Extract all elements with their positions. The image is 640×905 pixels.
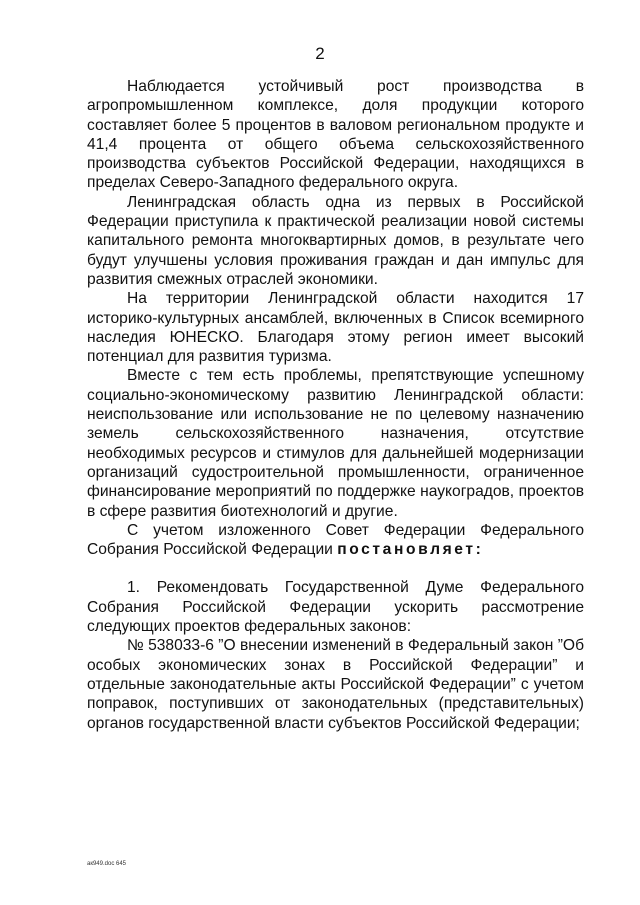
paragraph-item-1: 1. Рекомендовать Государственной Думе Федерального Собрания Российской Федерации ускорить рассмотрение следующих проектов федеральных законов: bbox=[87, 579, 584, 636]
paragraph-heritage-tourism: На территории Ленинградской области находится 17 историко-культурных ансамблей, включенных в Список всемирного наследия ЮНЕСКО. Благодаря этому регион имеет высокий потенциал для развития туризма. bbox=[87, 290, 584, 366]
footer-file-code: ак949.doc 645 bbox=[87, 861, 126, 867]
paragraph-agriculture: Наблюдается устойчивый рост производства в агропромышленном комплексе, доля продукции которого составляет более 5 процентов в валовом региональном продукте и 41,4 процента от общего объема сельскохозяйственного производства субъектов Российской Федерации, находящихся в пределах Северо-Западного федерального округа. bbox=[87, 78, 584, 192]
resolution-decree-word: постановляет bbox=[337, 541, 476, 559]
resolution-colon: : bbox=[475, 541, 484, 559]
paragraph-bill-538033-6: № 538033-6 ”О внесении изменений в Федеральный закон ”Об особых экономических зонах в Российской Федерации” и отдельные законодательные акты Российской Федерации” с учетом поправок, поступивших от законодательных (представительных) органов государственной власти субъектов Российской Федерации; bbox=[87, 637, 584, 732]
paragraph-housing-repair: Ленинградская область одна из первых в Российской Федерации приступила к практической реализации новой системы капитального ремонта многоквартирных домов, в результате чего будут улучшены условия проживания граждан и дан импульс для развития смежных отраслей экономики. bbox=[87, 193, 584, 288]
paragraph-resolution bbox=[87, 521, 584, 560]
resolution-intro: С учетом изложенного Совет Федерации Федерального Собрания Российской Федерации bbox=[87, 521, 584, 559]
document-body bbox=[87, 77, 584, 733]
paragraph-problems: Вместе с тем есть проблемы, препятствующие успешному социально-экономическому развитию Ленинградской области: неиспользование или использование не по целевому назначению земель сельскохозяйственного назначения, отсутствие необходимых ресурсов и стимулов для дальнейшей модернизации организаций судостроительной промышленности, ограниченное финансирование мероприятий по поддержке наукоградов, проектов в сфере развития биотехнологий и другие. bbox=[87, 367, 584, 520]
page-number: 2 bbox=[315, 44, 325, 63]
